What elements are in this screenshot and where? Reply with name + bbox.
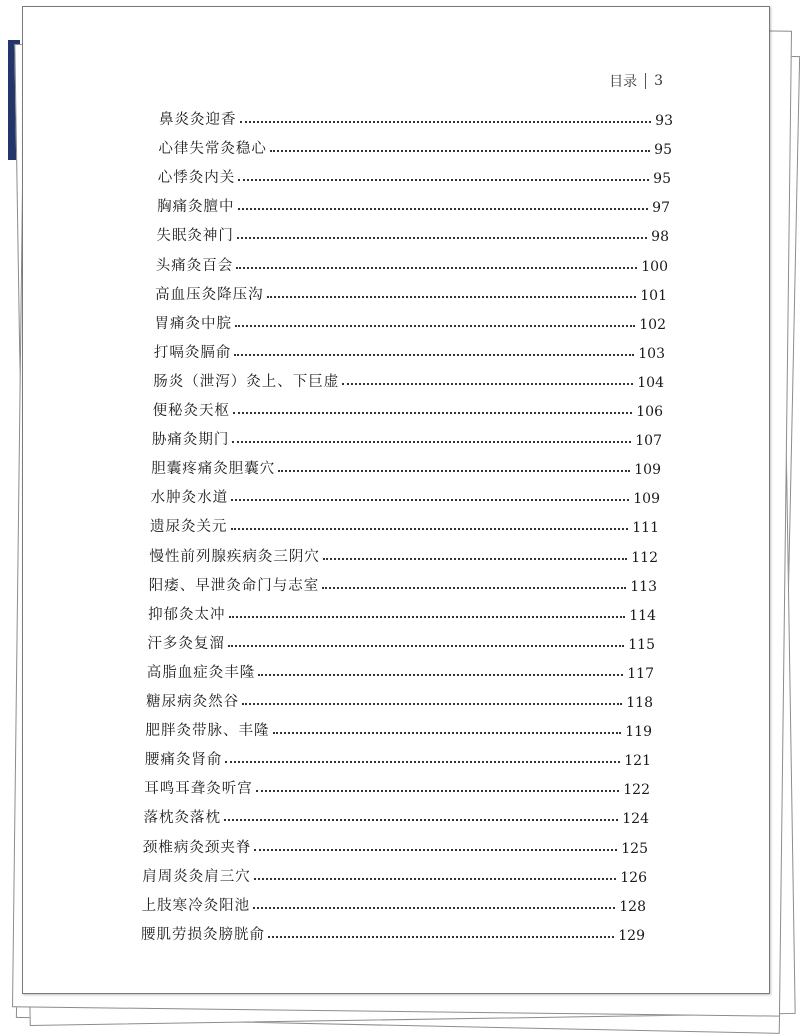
toc-entry-title: 心律失常灸稳心 bbox=[158, 141, 267, 158]
toc-entry-page: 115 bbox=[628, 636, 655, 653]
toc-entry-title: 慢性前列腺疾病灸三阴穴 bbox=[149, 548, 320, 565]
toc-leader-dots bbox=[256, 790, 620, 792]
toc-leader-dots bbox=[231, 528, 629, 530]
toc-entry bbox=[154, 336, 665, 362]
toc-entry bbox=[155, 278, 667, 304]
toc-entry-page: 125 bbox=[621, 840, 648, 857]
toc-entry-page: 104 bbox=[637, 374, 664, 391]
toc-leader-dots bbox=[232, 441, 631, 443]
toc-leader-dots bbox=[323, 558, 627, 560]
toc-entry bbox=[149, 569, 657, 595]
toc-entry bbox=[143, 831, 648, 857]
toc-leader-dots bbox=[238, 179, 649, 181]
toc-entry-page: 113 bbox=[630, 578, 657, 595]
toc-entry-title: 头痛灸百会 bbox=[155, 257, 234, 274]
toc-entry-page: 122 bbox=[623, 782, 650, 799]
header-divider bbox=[645, 73, 646, 89]
toc-leader-dots bbox=[342, 383, 633, 385]
toc-entry bbox=[147, 627, 655, 653]
toc-entry-page: 103 bbox=[638, 345, 665, 362]
toc-leader-dots bbox=[322, 587, 626, 589]
toc-leader-dots bbox=[231, 499, 629, 501]
page-number: 3 bbox=[654, 73, 663, 89]
toc-entry-page: 117 bbox=[627, 665, 654, 682]
toc-entry bbox=[142, 889, 646, 915]
toc-entry-title: 高脂血症灸丰隆 bbox=[146, 664, 256, 681]
toc-entry bbox=[153, 394, 663, 420]
toc-leader-dots bbox=[234, 354, 634, 356]
toc-leader-dots bbox=[273, 732, 622, 734]
toc-entry-title: 鼻炎灸迎香 bbox=[159, 112, 237, 128]
toc-entry-title: 胃痛灸中脘 bbox=[154, 315, 232, 332]
toc-entry-page: 102 bbox=[639, 316, 666, 333]
toc-leader-dots bbox=[228, 645, 624, 647]
toc-entry bbox=[151, 481, 660, 507]
toc-entry-page: 118 bbox=[626, 695, 653, 711]
toc-entry bbox=[146, 714, 653, 740]
toc-entry-title: 腰肌劳损灸膀胱俞 bbox=[141, 926, 265, 943]
toc-entry bbox=[152, 423, 662, 449]
toc-entry-title: 胆囊疼痛灸胆囊穴 bbox=[151, 461, 276, 478]
toc-entry-title: 失眠灸神门 bbox=[156, 228, 234, 245]
toc-entry bbox=[148, 598, 656, 624]
toc-entry-page: 109 bbox=[633, 491, 660, 508]
toc-leader-dots bbox=[278, 470, 630, 472]
toc-entry-title: 肥胖灸带脉、丰隆 bbox=[145, 723, 270, 740]
toc-entry-page: 111 bbox=[632, 520, 659, 537]
toc-entry bbox=[146, 685, 653, 711]
toc-entry-title: 心悸灸内关 bbox=[157, 170, 236, 187]
toc-entry bbox=[144, 772, 650, 798]
toc-entry-title: 颈椎病灸颈夹脊 bbox=[142, 839, 252, 856]
toc-entry-title: 高血压灸降压沟 bbox=[155, 286, 264, 303]
toc-leader-dots bbox=[225, 761, 620, 763]
toc-leader-dots bbox=[268, 936, 614, 938]
toc-leader-dots bbox=[253, 907, 615, 909]
toc-entry-page: 107 bbox=[635, 433, 662, 450]
toc-entry bbox=[144, 801, 649, 827]
toc-entry-title: 汗多灸复溜 bbox=[147, 635, 225, 652]
toc-leader-dots bbox=[229, 616, 626, 618]
toc-entry bbox=[149, 540, 658, 566]
toc-entry-page: 112 bbox=[631, 549, 658, 566]
toc-entry-title: 遗尿灸关元 bbox=[150, 519, 228, 536]
toc-entry bbox=[150, 510, 659, 536]
toc-entry-page: 100 bbox=[641, 258, 668, 275]
toc-leader-dots bbox=[233, 412, 632, 414]
toc-entry-title: 阳痿、早泄灸命门与志室 bbox=[148, 577, 320, 594]
toc-leader-dots bbox=[258, 674, 623, 676]
toc-leader-dots bbox=[240, 121, 652, 123]
toc-entry bbox=[155, 307, 667, 333]
section-title: 目录 bbox=[609, 74, 638, 90]
toc-entry-title: 肠炎（泄泻）灸上、下巨虚 bbox=[153, 373, 340, 390]
toc-entry-title: 胸痛灸膻中 bbox=[157, 199, 235, 216]
toc-entry-page: 126 bbox=[620, 869, 647, 886]
toc-entry-title: 水肿灸水道 bbox=[150, 490, 229, 507]
toc-entry-title: 抑郁灸太冲 bbox=[148, 606, 226, 623]
toc-entry-page: 109 bbox=[634, 462, 661, 479]
toc-entry bbox=[141, 918, 645, 944]
toc-leader-dots bbox=[242, 703, 622, 705]
toc-entry bbox=[145, 743, 651, 769]
toc-entry-title: 打嗝灸膈俞 bbox=[153, 344, 232, 361]
toc-entry-page: 128 bbox=[619, 898, 646, 915]
toc-entry-page: 93 bbox=[655, 113, 673, 129]
toc-leader-dots bbox=[235, 325, 635, 327]
toc-entry bbox=[158, 161, 671, 187]
toc-entry-title: 便秘灸天枢 bbox=[152, 403, 231, 419]
running-head bbox=[609, 71, 663, 91]
toc-entry bbox=[156, 249, 668, 275]
toc-entry-page: 95 bbox=[654, 142, 672, 159]
toc-entry-title: 胁痛灸期门 bbox=[151, 432, 230, 449]
toc-entry-title: 落枕灸落枕 bbox=[143, 810, 222, 827]
toc-entry-page: 101 bbox=[640, 287, 667, 304]
toc-entry bbox=[142, 860, 647, 886]
toc-entry-page: 95 bbox=[653, 171, 671, 188]
document-page bbox=[22, 6, 770, 994]
toc-leader-dots bbox=[237, 237, 647, 239]
toc-entry-page: 129 bbox=[618, 927, 645, 944]
toc-entry bbox=[156, 219, 669, 245]
toc-entry bbox=[159, 103, 673, 129]
toc-entry-title: 糖尿病灸然谷 bbox=[146, 694, 240, 710]
toc-entry bbox=[151, 452, 661, 478]
toc-leader-dots bbox=[224, 819, 618, 821]
toc-entry bbox=[147, 656, 654, 682]
toc-entry-title: 肩周炎灸肩三穴 bbox=[142, 868, 251, 885]
toc-entry-title: 耳鸣耳聋灸听宫 bbox=[144, 781, 253, 798]
toc-entry-page: 119 bbox=[625, 724, 652, 741]
toc-entry-title: 腰痛灸肾俞 bbox=[144, 752, 223, 769]
toc-leader-dots bbox=[254, 849, 617, 851]
toc-entry-page: 121 bbox=[624, 753, 651, 770]
toc-entry-page: 98 bbox=[651, 229, 669, 246]
toc-entry bbox=[158, 132, 672, 158]
toc-leader-dots bbox=[236, 267, 637, 269]
toc-entry-page: 97 bbox=[652, 200, 670, 217]
toc-entry-title: 上肢寒冷灸阳池 bbox=[141, 897, 251, 914]
toc-entry bbox=[153, 365, 664, 391]
toc-entry-page: 124 bbox=[622, 811, 649, 828]
toc-entry-page: 106 bbox=[636, 404, 663, 420]
toc-entry-page: 114 bbox=[629, 607, 656, 624]
toc-leader-dots bbox=[254, 878, 616, 880]
toc-leader-dots bbox=[270, 150, 650, 152]
toc-leader-dots bbox=[267, 296, 637, 298]
toc-leader-dots bbox=[238, 208, 649, 210]
toc-entry bbox=[157, 190, 670, 216]
